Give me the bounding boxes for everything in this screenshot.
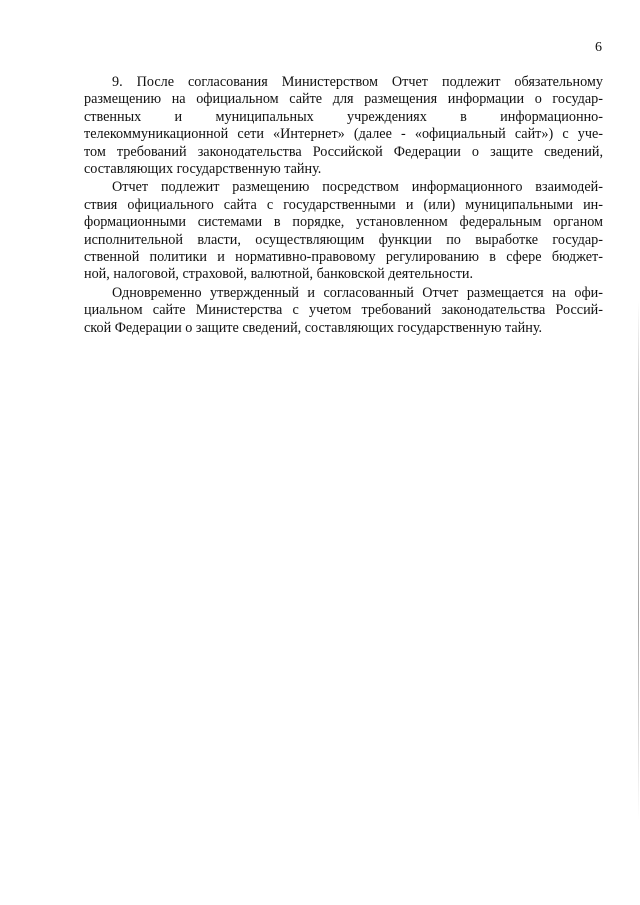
text-line: ственных и муниципальных учреждениях в информационно- [84,108,603,125]
text-line: Одновременно утвержденный и согласованный Отчет размещается на офи- [112,284,603,301]
text-line: телекоммуникационной сети «Интернет» (далее - «официальный сайт») с уче- [84,126,603,143]
text-line: ствия официального сайта с государственными и (или) муниципальными ин- [84,196,603,213]
page-number: 6 [595,40,602,55]
text-line: размещению на официальном сайте для размещения информации о государ- [84,91,603,108]
paragraph-9-publication [84,74,603,178]
text-line: циальном сайте Министерства с учетом требований законодательства Россий- [84,302,603,319]
text-line: формационными системами в порядке, установленном федеральным органом [84,214,603,231]
document-body [84,74,603,337]
text-line: ной, налоговой, страховой, валютной, банковской деятельности. [84,266,474,283]
text-line: составляющих государственную тайну. [84,161,322,178]
text-line: исполнительной власти, осуществляющим функции по выработке государ- [84,231,603,248]
text-line: Отчет подлежит размещению посредством информационного взаимодей- [112,179,603,196]
scan-edge-shadow [638,300,639,820]
paragraph-interaction [84,179,603,283]
text-line: том требований законодательства Российской Федерации о защите сведений, [84,143,603,160]
text-line: 9. После согласования Министерством Отчет подлежит обязательному [112,74,603,90]
paragraph-ministry-site [84,285,603,337]
text-line: ской Федерации о защите сведений, составляющих государственную тайну. [84,319,543,336]
text-line: ственной политики и нормативно-правовому регулированию в сфере бюджет- [84,249,603,266]
